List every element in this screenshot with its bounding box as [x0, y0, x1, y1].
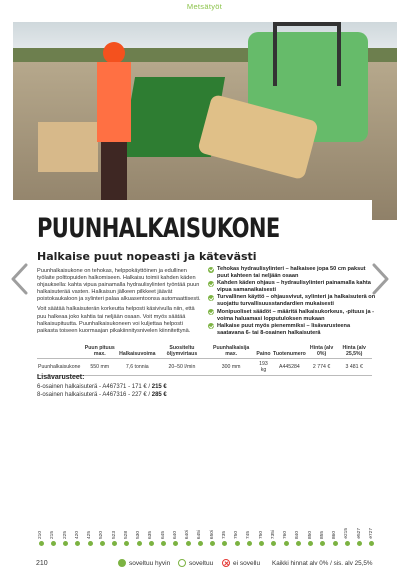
model-compat-cell — [344, 520, 350, 546]
cross-icon — [222, 559, 230, 567]
model-compat-cell — [38, 520, 44, 546]
model-label: 650i — [209, 529, 215, 539]
spec-header-cell: Paino — [256, 351, 271, 357]
accessory-price: 285 € — [151, 392, 167, 398]
model-label: 420 — [74, 530, 80, 539]
feature-item: Tehokas hydraulisylinteri – halkaisee jopa 50 cm paksut puut kahteen tai neljään osaan — [208, 266, 378, 280]
model-compat-cell — [295, 520, 301, 546]
spec-header-cell: Hinta (alv 25,5%) — [342, 345, 366, 357]
check-filled-icon — [369, 541, 374, 546]
photo-operator-helmet — [103, 42, 125, 64]
check-filled-icon — [296, 541, 301, 546]
model-compat-cell — [210, 520, 216, 546]
check-filled-icon — [39, 541, 44, 546]
model-compat-cell — [148, 520, 154, 546]
accessory-price: 215 € — [151, 384, 167, 390]
model-compat-cell — [75, 520, 81, 546]
accessories-title: Lisävarusteet: — [37, 374, 85, 381]
check-filled-icon — [308, 541, 313, 546]
check-filled-icon — [161, 541, 166, 546]
spec-header-cell: Suositeltu öljymvirtaus — [166, 345, 198, 357]
check-icon — [208, 309, 214, 315]
product-description — [37, 268, 201, 338]
check-filled-icon — [284, 541, 289, 546]
model-compat-cell — [234, 520, 240, 546]
photo-operator-legs — [101, 142, 127, 202]
spec-table — [37, 344, 372, 376]
spec-cell: A445284 — [272, 359, 307, 376]
model-label: 528 — [123, 530, 129, 539]
check-outline-icon — [178, 559, 186, 567]
feature-item: Monipuoliset säädöt – määritä halkaisukorkeus, -pituus ja -voima haluamasi lopputuloksen mukaan — [208, 309, 378, 323]
price-note: Kaikki hinnat alv 0% / sis. alv 25,5% — [272, 560, 373, 567]
spec-cell: 550 mm — [81, 359, 118, 376]
page-footer — [0, 556, 409, 575]
model-compat-cell — [99, 520, 105, 546]
photo-operator-jacket — [97, 62, 131, 142]
check-filled-icon — [173, 541, 178, 546]
check-filled-icon — [63, 541, 68, 546]
model-compat-cell — [332, 520, 338, 546]
check-filled-icon — [51, 541, 56, 546]
model-label: e527 — [356, 528, 362, 539]
model-label: 645 — [160, 530, 166, 539]
model-compat-cell — [185, 520, 191, 546]
model-label: 735 — [221, 530, 227, 539]
model-label: 860 — [332, 530, 337, 539]
model-label: 425 — [87, 530, 92, 539]
spec-cell: 20–50 l/min — [156, 359, 207, 376]
photo-operator — [93, 42, 133, 202]
model-label: 635 — [148, 530, 154, 539]
feature-list — [208, 266, 378, 337]
check-filled-icon — [88, 541, 93, 546]
check-filled-icon — [100, 541, 105, 546]
model-compat-cell — [308, 520, 314, 546]
feature-item: Kahden käden ohjaus – hydraulisylinteri painamalla kahta vipua samanaikaisesti — [208, 280, 378, 294]
check-filled-icon — [271, 541, 276, 546]
check-filled-icon — [198, 541, 203, 546]
section-tag: Metsätyöt — [186, 2, 223, 11]
model-compat-cell — [271, 520, 277, 546]
check-filled-icon — [333, 541, 338, 546]
model-compat-cell — [50, 520, 56, 546]
page-title: PUUNHALKAISUKONE — [37, 213, 280, 244]
legend-item — [178, 559, 213, 567]
accessory-item: 6-osainen halkaisuterä - A467371 - 171 € / 215 € — [37, 384, 167, 390]
feature-item: Halkaise puut myös pienemmiksi – lisävarusteena saatavana 6- tai 8-osainen halkaisuterä — [208, 323, 378, 337]
model-label: 850 — [307, 530, 313, 539]
legend-label: soveltuu — [189, 559, 214, 567]
description-paragraph: Voit säätää halkaisuterän korkeutta helposti käsivivulla niin, että puu halkeaa joko kahtia tai neljään osaan. Voit myös säätää halkaisupituutta. Puunhalkaisukoneen voi kuljettaa helposti paikasta toiseen kuormaajan pikakiinnitysnivelen kiinnitettynä. — [37, 306, 195, 334]
model-label: 640 — [172, 530, 178, 539]
model-compat-cell — [259, 520, 265, 546]
photo-wood-crate — [38, 122, 98, 172]
model-label: 745 — [246, 530, 252, 539]
model-compat-cell — [283, 520, 289, 546]
page-subtitle: Halkaise puut nopeasti ja kätevästi — [37, 250, 257, 263]
model-compat-cell — [357, 520, 363, 546]
model-label: 645i — [197, 529, 203, 539]
check-filled-icon — [247, 541, 252, 546]
model-label: 215 — [50, 530, 56, 539]
chevron-left-icon — [6, 262, 34, 296]
model-compat-cell — [87, 520, 93, 546]
product-photo — [13, 22, 397, 220]
check-filled-icon — [137, 541, 142, 546]
model-compat-cell — [136, 520, 142, 546]
model-compat-cell — [222, 520, 228, 546]
spec-header-cell: Hinta (alv 0%) — [309, 345, 334, 357]
model-label: 750 — [234, 530, 239, 539]
model-label: 760 — [283, 530, 288, 539]
spec-header-cell: Puun pituus max. — [84, 345, 115, 357]
model-label: 225 — [62, 530, 68, 539]
check-filled-icon — [357, 541, 362, 546]
spec-header-cell — [37, 344, 81, 359]
model-label: 640i — [185, 529, 190, 539]
table-row — [37, 359, 372, 376]
model-label: 523 — [111, 530, 117, 539]
model-compatibility-row — [38, 520, 375, 546]
model-label: 210 — [38, 530, 43, 539]
check-filled-icon — [186, 541, 191, 546]
check-icon — [208, 281, 214, 287]
check-filled-icon — [259, 541, 264, 546]
description-paragraph: Puunhalkaisukone on tehokas, helppokäyttöinen ja edullinen työlaite polttopuiden halkomiseen. Halkaisu toimii kahden käden ohjauksella: kahta vipua painamalla hydraulisylinteri työntää puun halkaisuterää vasten. Halkaisun jälkeen pilkkeet jäävät poistokaukaloon ja sylinteri palaa alkuasentoonsa automaattisesti. — [37, 268, 201, 303]
legend-item — [118, 559, 170, 567]
spec-cell: 300 mm — [207, 359, 255, 376]
model-compat-cell — [124, 520, 130, 546]
model-label: e215 — [344, 528, 350, 539]
check-filled-icon — [235, 541, 240, 546]
check-icon — [208, 267, 214, 273]
accessory-item: 8-osainen halkaisuterä - A467316 - 227 € / 285 € — [37, 392, 167, 398]
check-icon — [208, 323, 214, 329]
spec-header-cell: Halkaisuvoima — [119, 351, 156, 357]
legend-label: ei sovellu — [233, 559, 261, 567]
model-compat-cell — [112, 520, 118, 546]
check-icon — [208, 295, 214, 301]
spec-header-cell: Puunhalkaisija max. — [212, 345, 250, 357]
accessories — [37, 374, 167, 399]
photo-loader-cab — [273, 22, 341, 86]
model-label: 530 — [136, 530, 141, 539]
model-label: 855 — [319, 530, 325, 539]
check-filled-icon — [320, 541, 325, 546]
previous-page-button[interactable] — [6, 262, 34, 296]
model-compat-cell — [197, 520, 203, 546]
feature-item: Turvallinen käyttö – ohjausvivut, sylinteri ja halkaisuterä on suojattu turvallisuusstandardien mukaisesti — [208, 294, 378, 308]
model-label: 735i — [270, 529, 276, 539]
legend-label: soveltuu hyvin — [129, 559, 171, 567]
legend-item — [222, 559, 260, 567]
model-label: 520 — [99, 530, 105, 539]
check-filled-icon — [210, 541, 215, 546]
model-compat-cell — [173, 520, 179, 546]
check-filled-icon — [112, 541, 117, 546]
spec-table-header — [37, 344, 372, 359]
check-filled-icon — [75, 541, 80, 546]
spec-cell: 2 774 € — [307, 359, 337, 376]
spec-header-cell: Tuotenumero — [273, 351, 306, 357]
check-filled-icon — [222, 541, 227, 546]
page-number: 210 — [36, 560, 48, 567]
check-filled-icon — [118, 559, 126, 567]
check-filled-icon — [124, 541, 129, 546]
model-compat-cell — [369, 520, 375, 546]
spec-cell: 7,6 tonnia — [118, 359, 156, 376]
check-filled-icon — [149, 541, 154, 546]
model-label: 840 — [295, 530, 301, 539]
model-label: 750 — [258, 530, 264, 539]
model-label: e727 — [368, 528, 374, 539]
model-compat-cell — [246, 520, 252, 546]
spec-cell: 193 kg — [255, 359, 272, 376]
spec-cell: Puunhalkaisukone — [37, 359, 81, 376]
spec-cell: 3 481 € — [336, 359, 372, 376]
model-compat-cell — [161, 520, 167, 546]
check-filled-icon — [345, 541, 350, 546]
model-compat-cell — [63, 520, 69, 546]
model-compat-cell — [320, 520, 326, 546]
